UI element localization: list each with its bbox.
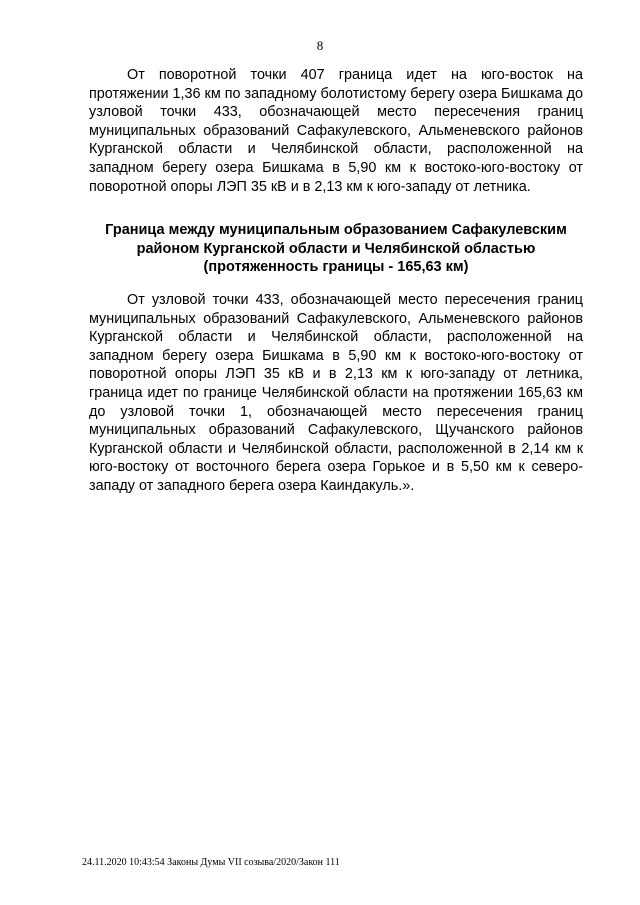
- footer-stamp: 24.11.2020 10:43:54 Законы Думы VII созыва/2020/Закон 111: [82, 857, 340, 868]
- paragraph-boundary-description: От узловой точки 433, обозначающей место пересечения границ муниципальных образований Сафакулевского, Альменевского районов Курганской области и Челябинской области, расположенной на западном берегу озера Бишкама в 5,90 км к востоко-юго-востоку от поворотной опоры ЛЭП 35 кВ и в 2,13 км к юго-западу от летника, граница идет по границе Челябинской области на протяжении 165,63 км до узловой точки 1, обозначающей место пересечения границ муниципальных образований Сафакулевского, Щучанского районов Курганской области и Челябинской области, расположенной в 2,14 км к юго-востоку от восточного берега озера Горькое и в 5,50 км к северо-западу от западного берега озера Каиндакуль.».: [89, 292, 583, 494]
- page-number: 8: [316, 38, 324, 53]
- paragraph-boundary-point-407: От поворотной точки 407 граница идет на юго-восток на протяжении 1,36 км по западному болотистому берегу озера Бишкама до узловой точки 433, обозначающей место пересечения границ муниципальных образований Сафакулевского, Альменевского районов Курганской области и Челябинской области, расположенной на западном берегу озера Бишкама в 5,90 км к востоко-юго-востоку от поворотной опоры ЛЭП 35 кВ и в 2,13 км к юго-западу от летника.: [89, 67, 583, 195]
- heading-line-3: (протяженность границы - 165,63 км): [203, 259, 469, 276]
- heading-line-2: районом Курганской области и Челябинской областью: [136, 240, 536, 257]
- section-heading: [89, 221, 583, 277]
- heading-line-1: Граница между муниципальным образованием Сафакулевским: [105, 222, 567, 238]
